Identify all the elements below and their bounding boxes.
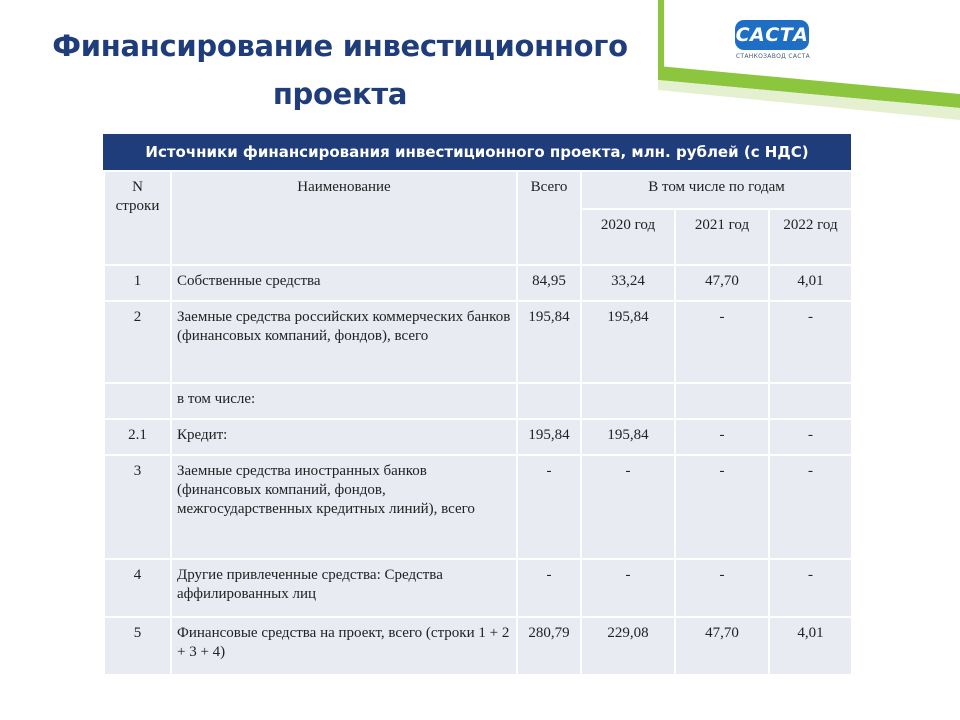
logo-background-shapes: [658, 0, 960, 120]
cell-total: -: [517, 559, 581, 617]
cell-total: 84,95: [517, 265, 581, 301]
cell-2022: 4,01: [769, 617, 852, 675]
cell-name: в том числе:: [171, 383, 517, 419]
cell-2021: -: [675, 559, 769, 617]
cell-num: [104, 383, 171, 419]
cell-num: 3: [104, 455, 171, 559]
cell-2020: -: [581, 455, 675, 559]
cell-2022: -: [769, 455, 852, 559]
header-row-1: [104, 171, 852, 209]
financing-table: [103, 170, 853, 676]
cell-num: 2: [104, 301, 171, 383]
cell-2021: 47,70: [675, 265, 769, 301]
cell-name: Заемные средства российских коммерческих банков (финансовых компаний, фондов), всего: [171, 301, 517, 383]
header-year-2020: 2020 год: [581, 209, 675, 265]
cell-2020: -: [581, 559, 675, 617]
table-row: [104, 617, 852, 675]
cell-2021: -: [675, 301, 769, 383]
table-row: [104, 383, 852, 419]
cell-2022: -: [769, 419, 852, 455]
cell-num: 4: [104, 559, 171, 617]
brand-logo: САСТА: [735, 20, 809, 50]
cell-2021: [675, 383, 769, 419]
cell-2022: 4,01: [769, 265, 852, 301]
cell-name: Заемные средства иностранных банков (финансовых компаний, фондов, межгосударственных кредитных линий), всего: [171, 455, 517, 559]
cell-total: 280,79: [517, 617, 581, 675]
table-row: [104, 301, 852, 383]
cell-num: 2.1: [104, 419, 171, 455]
cell-num: 1: [104, 265, 171, 301]
slide-title-line1: Финансирование инвестиционного: [52, 29, 628, 63]
cell-total: 195,84: [517, 419, 581, 455]
table-caption: Источники финансирования инвестиционного проекта, млн. рублей (с НДС): [103, 134, 851, 170]
cell-2020: 195,84: [581, 301, 675, 383]
logo-decoration: [658, 0, 960, 120]
cell-total: [517, 383, 581, 419]
slide-title-line2: проекта: [272, 77, 408, 111]
cell-name: Другие привлеченные средства: Средства аффилированных лиц: [171, 559, 517, 617]
cell-name: Финансовые средства на проект, всего (строки 1 + 2 + 3 + 4): [171, 617, 517, 675]
header-name: Наименование: [171, 171, 517, 265]
cell-2022: -: [769, 301, 852, 383]
cell-2020: 33,24: [581, 265, 675, 301]
header-year-2021: 2021 год: [675, 209, 769, 265]
slide-title: [40, 22, 640, 118]
table-row: [104, 455, 852, 559]
brand-subtitle: СТАНКОЗАВОД САСТА: [735, 53, 811, 60]
cell-name: Собственные средства: [171, 265, 517, 301]
header-year-2022: 2022 год: [769, 209, 852, 265]
cell-total: -: [517, 455, 581, 559]
table-row: [104, 559, 852, 617]
cell-total: 195,84: [517, 301, 581, 383]
cell-2020: [581, 383, 675, 419]
table-row: [104, 419, 852, 455]
cell-2022: [769, 383, 852, 419]
cell-2021: -: [675, 455, 769, 559]
cell-2022: -: [769, 559, 852, 617]
cell-2021: -: [675, 419, 769, 455]
header-by-years: В том числе по годам: [581, 171, 852, 209]
cell-num: 5: [104, 617, 171, 675]
cell-name: Кредит:: [171, 419, 517, 455]
table-row: [104, 265, 852, 301]
cell-2021: 47,70: [675, 617, 769, 675]
header-total: Всего: [517, 171, 581, 265]
header-num: N строки: [104, 171, 171, 265]
cell-2020: 195,84: [581, 419, 675, 455]
cell-2020: 229,08: [581, 617, 675, 675]
